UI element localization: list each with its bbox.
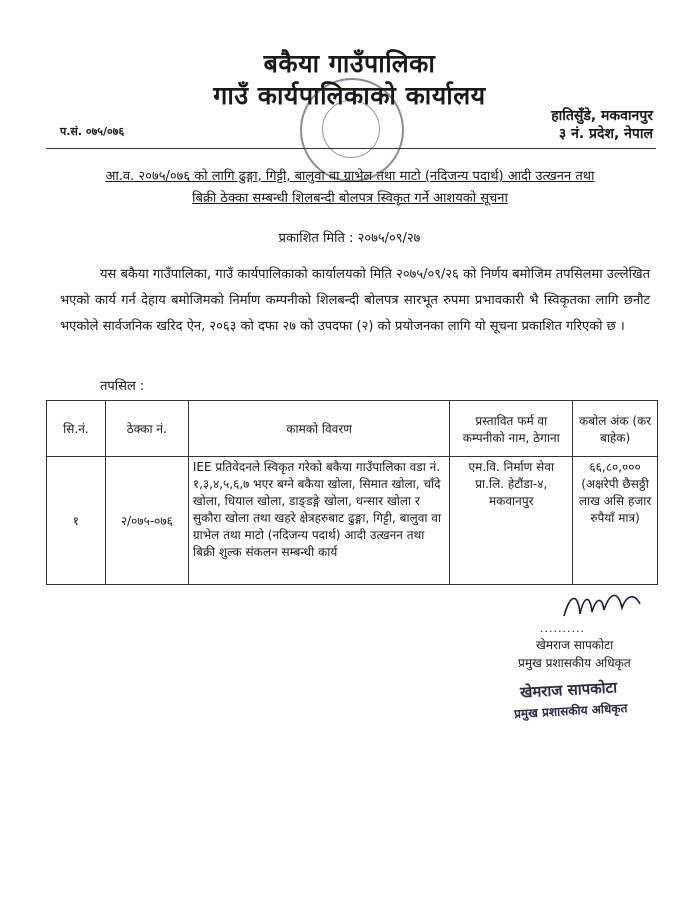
notice-subject [60, 166, 640, 210]
address-line-1: हातिसुँडे, मकवानपुर [551, 108, 653, 124]
row-amount: ६६,८०,००० [589, 460, 641, 474]
row-amount-words: (अक्षरेपी छैसठ्ठी लाख असि हजार रुपैयाँ मात्र) [578, 477, 652, 525]
header-contract-no: ठेक्का नं. [105, 401, 188, 457]
office-name: बकैया गाउँपालिका [263, 49, 436, 78]
table-row [47, 457, 658, 585]
row-firm: एम.वि. निर्माण सेवा प्रा.लि. हेटौंडा-४, मकवानपुर [450, 457, 573, 585]
contract-table [46, 400, 658, 585]
row-amount-cell [573, 457, 658, 585]
signature-dots: .......... [540, 622, 585, 635]
seal-designation: प्रमुख प्रशासकीय अधिकृत [513, 701, 628, 721]
signatory-name: खेमराज सापकोटा [536, 638, 614, 652]
header-divider [46, 148, 656, 149]
notice-body: यस बकैया गाउँपालिका, गाउँ कार्यपालिकाको कार्यालयको मिति २०७५/०९/२६ को निर्णय बमोजिम तपसिलमा उल्लेखित भएको कार्य गर्न देहाय बमोजिमको निर्माण कम्पनीको शिलबन्दी बोलपत्र सारभूत रुपमा प्रभावकारी भै स्विकृतका लागि छनौट भएकोले सार्वजनिक खरिद ऐन, २०६३ को दफा २७ को उपदफा (२) को प्रयोजनका लागि यो सूचना प्रकाशित गरिएको छ । [60, 267, 650, 334]
tapsil-label: तपसिल : [100, 379, 145, 394]
header-description: कामको विवरण [188, 401, 450, 457]
reference-number: प.सं. ०७५/०७६ [60, 125, 125, 138]
address-line-2: ३ नं. प्रदेश, नेपाल [558, 126, 653, 142]
header-firm: प्रस्तावित फर्म वा कम्पनीको नाम, ठेगाना [450, 401, 573, 457]
subject-line-1: आ.व. २०७५/०७६ को लागि ढुङ्गा, गिट्टी, बालुवा वा ग्राभेल तथा माटो (नदिजन्य पदार्थ) आदी उत्खनन तथा [105, 169, 595, 184]
seal-name: खेमराज सापकोटा [519, 678, 618, 702]
row-contract-no: २/०७५-०७६ [105, 457, 188, 585]
office-subtitle: गाउँ कार्यपालिकाको कार्यालय [213, 81, 486, 110]
table-header-row [47, 401, 658, 457]
row-description: IEE प्रतिवेदनले स्विकृत गरेको बकैया गाउँपालिका वडा नं. १,३,४,५,६,७ भएर बग्ने बकैया खोला, सिमात खोला, चाँदे खोला, धियाल खोला, डाङ्डङ्गे खोला, धन्सार खोला र सुकौरा खोला तथा खहरे क्षेत्रहरुबाट ढुङ्गा, गिट्टी, बालुवा वा ग्राभेल तथा माटो (नदिजन्य पदार्थ) आदी उत्खनन तथा बिक्री शुल्क संकलन सम्बन्धी कार्य [188, 457, 450, 585]
header-amount: कबोल अंक (कर बाहेक) [573, 401, 658, 457]
signatory-designation: प्रमुख प्रशासकीय अधिकृत [518, 656, 631, 670]
subject-line-2: बिक्री ठेक्का सम्बन्धी शिलबन्दी बोलपत्र स्विकृत गर्ने आशयको सूचना [192, 191, 508, 206]
row-sn: १ [47, 457, 106, 585]
published-date: प्रकाशित मिति : २०७५/०९/२७ [278, 231, 421, 246]
header-sn: सि.नं. [47, 401, 106, 457]
handwritten-signature [560, 586, 650, 626]
